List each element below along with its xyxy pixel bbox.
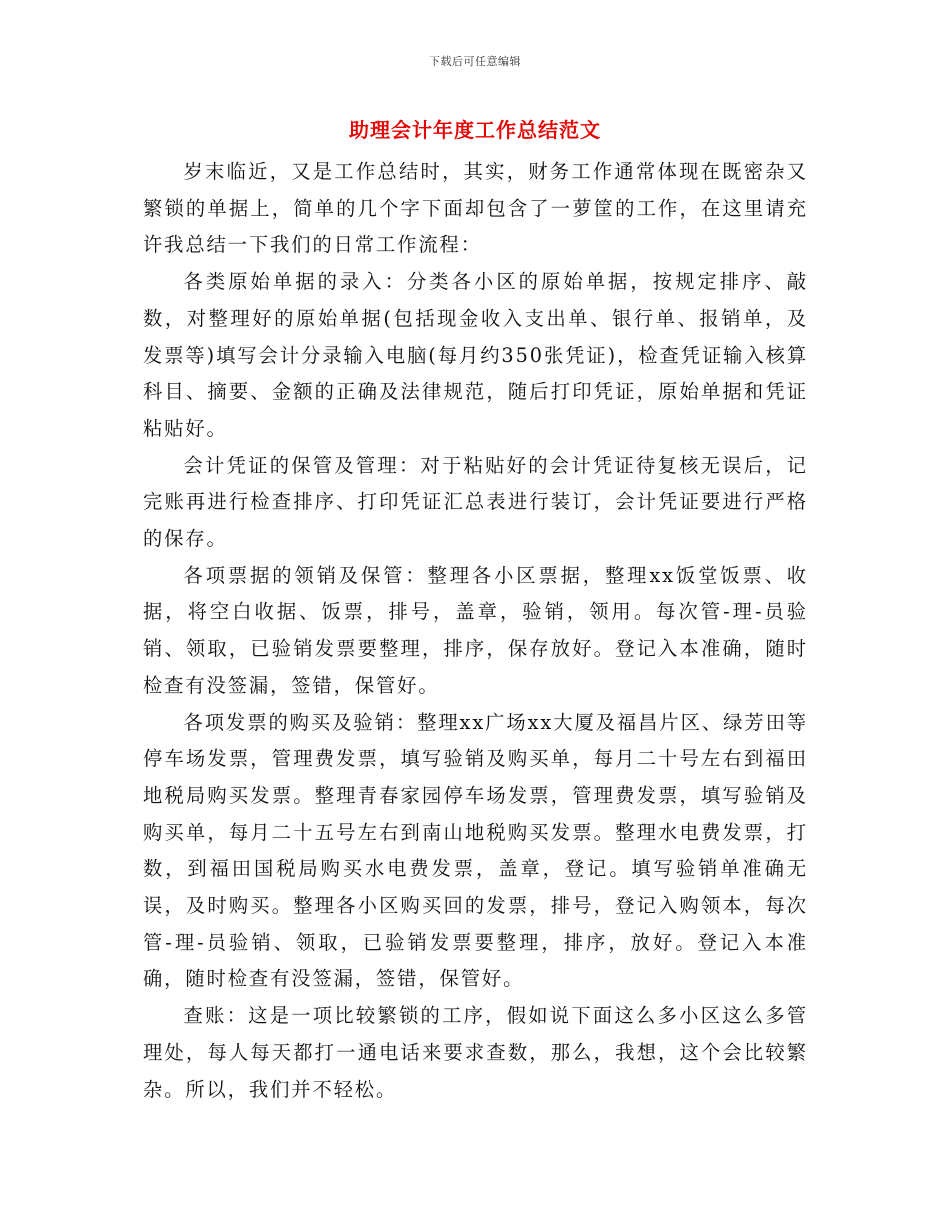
document-title: 助理会计年度工作总结范文 [349, 118, 601, 142]
body-paragraph: 会计凭证的保管及管理：对于粘贴好的会计凭证待复核无误后，记完账再进行检查排序、打印凭证汇总表进行装订，会计凭证要进行严格的保存。 [143, 453, 808, 551]
body-paragraph: 各项票据的领销及保管：整理各小区票据，整理xx饭堂饭票、收据，将空白收据、饭票，排号，盖章，验销，领用。每次管-理-员验销、领取，已验销发票要整理，排序，保存放好。登记入本准确，随时检查有没签漏，签错，保管好。 [143, 563, 808, 697]
body-paragraph: 岁末临近，又是工作总结时，其实，财务工作通常体现在既密杂又繁锁的单据上，简单的几个字下面却包含了一萝筐的工作，在这里请充许我总结一下我们的日常工作流程： [143, 160, 808, 257]
document-body [143, 154, 808, 1108]
body-paragraph: 各项发票的购买及验销：整理xx广场xx大厦及福昌片区、绿芳田等停车场发票，管理费发票，填写验销及购买单，每月二十号左右到福田地税局购买发票。整理青春家园停车场发票，管理费发票，填写验销及购买单，每月二十五号左右到南山地税购买发票。整理水电费发票，打数，到福田国税局购买水电费发票，盖章，登记。填写验销单准确无误，及时购买。整理各小区购买回的发票，排号，登记入购领本，每次管-理-员验销、领取，已验销发票要整理，排序，放好。登记入本准确，随时检查有没签漏，签错，保管好。 [143, 710, 808, 991]
page-header: 下载后可任意编辑 [429, 55, 521, 68]
body-paragraph: 各类原始单据的录入：分类各小区的原始单据，按规定排序、敲数，对整理好的原始单据(包括现金收入支出单、银行单、报销单，及发票等)填写会计分录输入电脑(每月约350张凭证)，检查凭证输入核算科目、摘要、金额的正确及法律规范，随后打印凭证，原始单据和凭证粘贴好。 [143, 270, 808, 440]
body-paragraph: 查账：这是一项比较繁锁的工序，假如说下面这么多小区这么多管理处，每人每天都打一通电话来要求查数，那么，我想，这个会比较繁杂。所以，我们并不轻松。 [143, 1004, 808, 1101]
